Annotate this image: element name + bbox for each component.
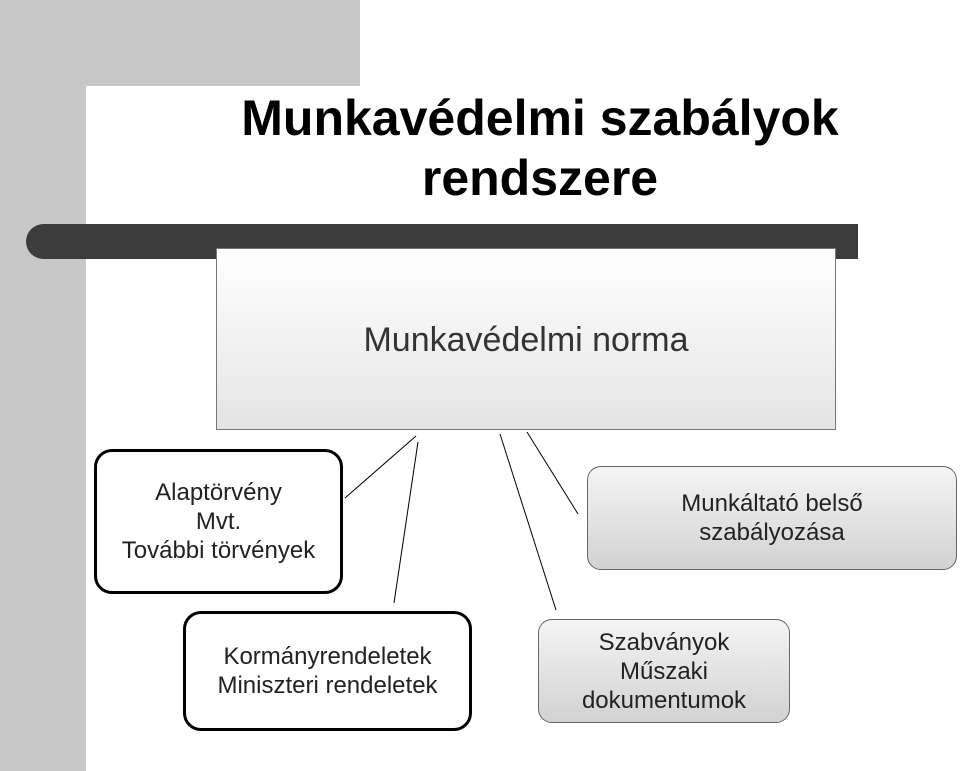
- title-line-2: rendszere: [421, 150, 659, 206]
- internal-line-1: Munkáltató belső: [681, 490, 863, 517]
- laws-line-3: További törvények: [121, 537, 316, 564]
- decrees-line-1: Kormányrendeletek: [223, 643, 432, 670]
- internal-line-2: szabályozása: [699, 519, 845, 546]
- laws-box: [94, 449, 343, 594]
- laws-line-2: Mvt.: [195, 508, 242, 535]
- internal-box: [587, 466, 957, 570]
- standards-line-3: dokumentumok: [581, 686, 747, 714]
- connector-decrees: [394, 442, 418, 603]
- standards-line-1: Szabványok: [598, 628, 730, 656]
- laws-line-1: Alaptörvény: [155, 479, 282, 506]
- connector-laws: [345, 436, 416, 498]
- connector-internal: [527, 432, 578, 514]
- standards-line-2: Műszaki: [619, 657, 709, 685]
- norm-label: Munkavédelmi norma: [363, 321, 689, 359]
- title-line-1: Munkavédelmi szabályok: [241, 90, 839, 146]
- decrees-box: [183, 611, 472, 731]
- standards-box: [538, 619, 790, 723]
- decrees-line-2: Miniszteri rendeletek: [217, 672, 438, 699]
- connector-standards: [500, 434, 556, 610]
